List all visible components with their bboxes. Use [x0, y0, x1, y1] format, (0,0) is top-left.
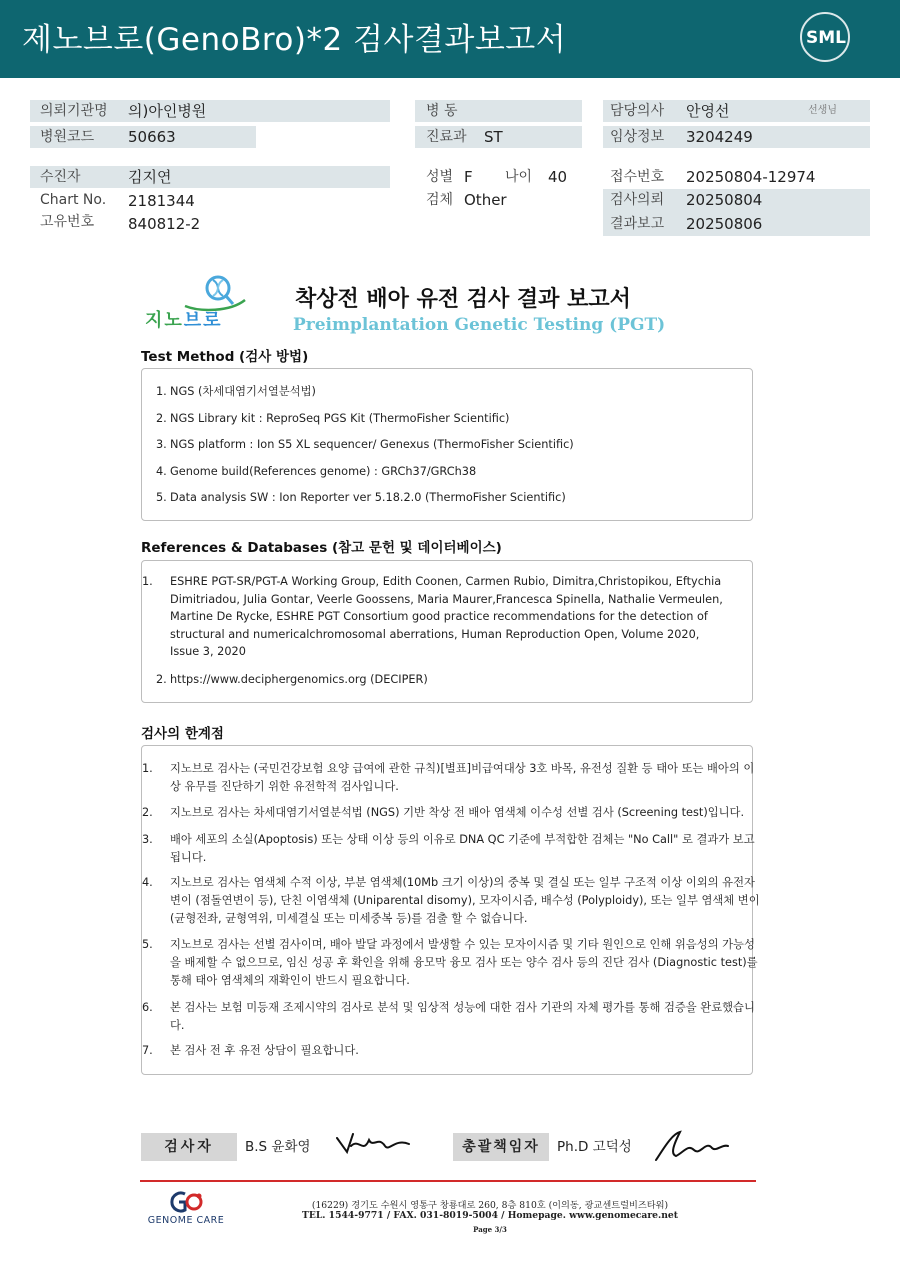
receipt-label: 접수번호	[610, 169, 665, 185]
test-method-title: Test Method (검사 방법)	[141, 349, 309, 365]
ward-label: 병 동	[426, 103, 458, 119]
report-date-value: 20250806	[686, 215, 763, 233]
references-title: References & Databases (참고 문헌 및 데이터베이스)	[141, 540, 502, 556]
report-title-english: Preimplantation Genetic Testing (PGT)	[293, 315, 666, 335]
list-item: 4. Genome build(References genome) : GRCh37/GRCh38	[156, 465, 477, 478]
footer-divider	[140, 1180, 756, 1182]
specimen-value: Other	[464, 191, 507, 209]
patient-name-value: 김지연	[128, 168, 172, 186]
list-item: 3. 배아 세포의 소실(Apoptosis) 또는 상태 이상 등의 이유로 DNA QC 기준에 부적합한 검체는 "No Call" 로 결과가 보고됩니다.	[142, 833, 755, 864]
doctor-value: 안영선	[686, 102, 730, 120]
list-item: 1. ESHRE PGT-SR/PGT-A Working Group, Edith Coonen, Carmen Rubio, Dimitra,Christopikou, Eftychia Dimitriadou, Julia Gontar, Veerle Goossens, Maria Maurer,Francesca Spinella, Nathalie Vermeulen, Martine De Rycke, ESHRE PGT Consortium good practice recommendations for the detection of structural and numericalchromosomal aberrations, Human Reproduction Open, Volume 2020, Issue 3, 2020	[142, 575, 723, 658]
list-item: 5. 지노브로 검사는 선별 검사이며, 배아 발달 과정에서 발생할 수 있는 모자이시즘 및 기타 원인으로 인해 위음성의 가능성을 배제할 수 없으므로, 임신 성공 후 확인을 위해 융모막 융모 검사 또는 양수 검사 등의 진단 검사 (Diagnostic test)를 통해 태아 염색체의 재확인이 반드시 필요합니다.	[142, 938, 758, 987]
sml-logo: SML	[798, 12, 854, 64]
request-date-value: 20250804	[686, 191, 763, 209]
hospital-value: 의)아인병원	[128, 102, 207, 120]
list-item: 4. 지노브로 검사는 염색체 수적 이상, 부분 염색체(10Mb 크기 이상)의 중복 및 결실 또는 일부 구조적 이상 이외의 유전자 변이 (점돌연변이 등), 단친 이염색체 (Uniparental disomy), 모자이시즘, 배수성 (Polyploidy), 또는 일부 염색체 변이(균형전좌, 균형역위, 미세결실 또는 미세중복 등)를 검출 할 수 없습니다.	[142, 876, 760, 925]
list-item: 2. https://www.deciphergenomics.org (DECIPER)	[156, 673, 428, 686]
patient-name-label: 수진자	[40, 169, 81, 185]
page-number: Page 3/3	[473, 1225, 507, 1234]
list-item: 5. Data analysis SW : Ion Reporter ver 5.18.2.0 (ThermoFisher Scientific)	[156, 491, 566, 504]
list-item: 1. NGS (차세대염기서열분석법)	[156, 385, 316, 398]
chart-no-label: Chart No.	[40, 192, 107, 208]
list-item: 2. NGS Library kit : ReproSeq PGS Kit (ThermoFisher Scientific)	[156, 412, 510, 425]
code-label: 병원코드	[40, 129, 95, 145]
footer-address: (16229) 경기도 수원시 영통구 창룡대로 260, 8층 810호 (이의동, 광교센트럴비즈타워)	[311, 1200, 669, 1211]
genome-care-icon	[167, 1190, 207, 1214]
report-date-label: 결과보고	[610, 216, 665, 232]
sex-label: 성별	[426, 169, 454, 185]
receipt-value: 20250804-12974	[686, 168, 816, 186]
code-value: 50663	[128, 128, 176, 146]
clinical-label: 임상정보	[610, 129, 665, 145]
report-header-title: 제노브로(GenoBro)*2 검사결과보고서	[22, 22, 567, 58]
sex-value: F	[464, 168, 473, 186]
list-item: 6. 본 검사는 보험 미등재 조제시약의 검사로 분석 및 임상적 성능에 대한 검사 기관의 자체 평가를 통해 검증을 완료했습니다.	[142, 1001, 755, 1032]
list-item: 2. 지노브로 검사는 차세대염기서열분석법 (NGS) 기반 착상 전 배아 염색체 이수성 선별 검사 (Screening test)입니다.	[142, 806, 745, 819]
list-item: 1. 지노브로 검사는 (국민건강보험 요양 급여에 관한 규칙)[별표]비급여대상 3호 바목, 유전성 질환 등 태아 또는 배아의 이상 유무를 진단하기 위한 유전학적 검사입니다.	[142, 762, 755, 793]
list-item: 7. 본 검사 전 후 유전 상담이 필요합니다.	[142, 1044, 359, 1057]
director-label: 총괄책임자	[453, 1133, 549, 1161]
examiner-label: 검사자	[141, 1133, 237, 1161]
request-date-label: 검사의뢰	[610, 192, 665, 208]
examiner-signature	[333, 1128, 413, 1164]
age-value: 40	[548, 168, 568, 186]
list-item: 3. NGS platform : Ion S5 XL sequencer/ Genexus (ThermoFisher Scientific)	[156, 438, 574, 451]
footer-contact: TEL. 1544-9771 / FAX. 031-8019-5004 / Homepage. www.genomecare.net	[301, 1210, 678, 1221]
director-name: Ph.D 고덕성	[557, 1139, 632, 1155]
genobro-logo	[145, 272, 255, 334]
uid-value: 840812-2	[128, 215, 201, 233]
logo-text-b: 브로	[183, 310, 223, 331]
limitations-title: 검사의 한계점	[141, 726, 224, 742]
chart-no-value: 2181344	[128, 192, 195, 210]
clinical-value: 3204249	[686, 128, 753, 146]
examiner-name: B.S 윤화영	[245, 1139, 311, 1155]
doctor-label: 담당의사	[610, 103, 665, 119]
dept-value: ST	[484, 128, 503, 146]
label-bg	[30, 166, 390, 188]
doctor-suffix: 선생님	[808, 105, 837, 116]
specimen-label: 검체	[426, 192, 454, 208]
uid-label: 고유번호	[40, 214, 95, 230]
report-header-bar	[0, 0, 900, 78]
report-title-korean: 착상전 배아 유전 검사 결과 보고서	[295, 287, 631, 312]
references-box	[141, 560, 753, 703]
director-signature	[650, 1126, 732, 1166]
genome-care-logo: GENOME CARE	[140, 1190, 230, 1230]
age-label: 나이	[505, 169, 533, 185]
logo-text-a: 지노	[145, 310, 184, 331]
limitations-box	[141, 745, 760, 1075]
dept-label: 진료과	[426, 129, 467, 145]
hospital-label: 의뢰기관명	[40, 103, 108, 119]
test-method-box	[141, 368, 753, 521]
